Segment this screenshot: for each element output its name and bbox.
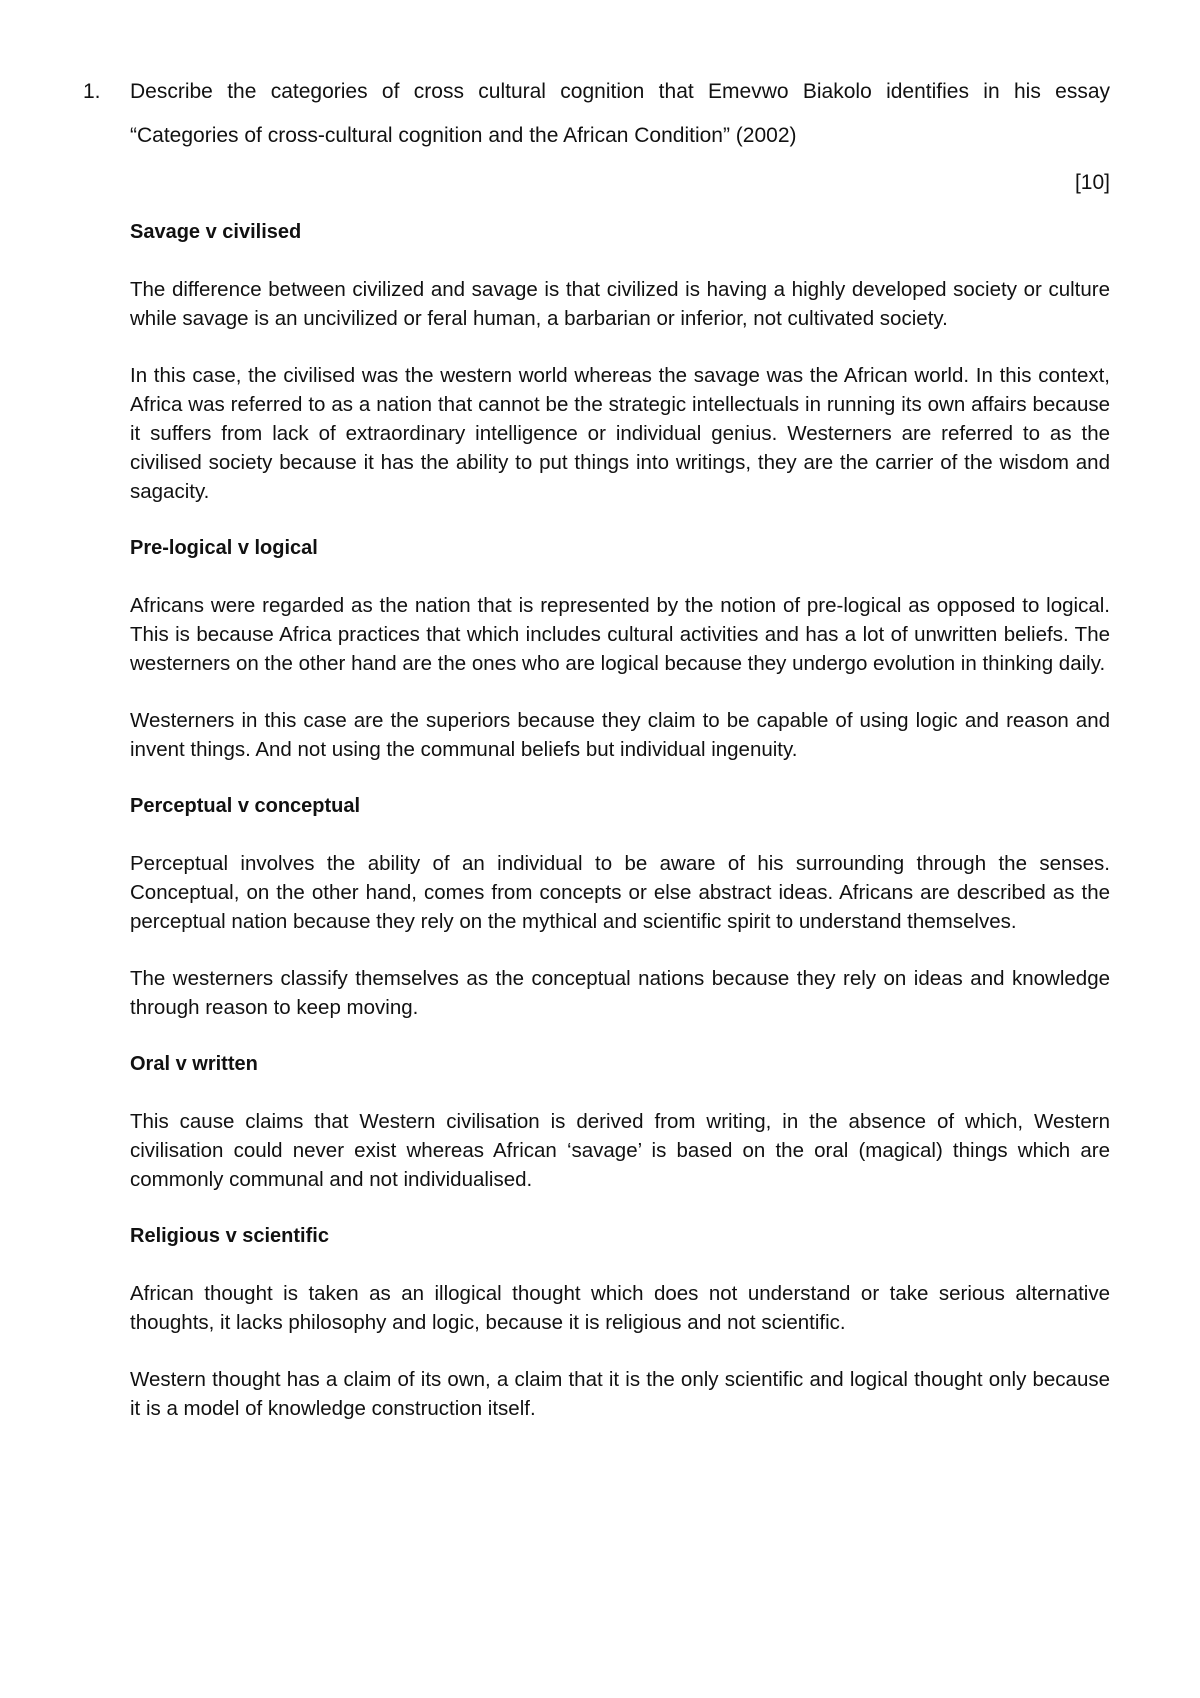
paragraph: African thought is taken as an illogical thought which does not understand or take serious alternative thoughts, it lacks philosophy and logic, because it is religious and not scientific. (130, 1282, 1110, 1334)
paragraph: The westerners classify themselves as the conceptual nations because they rely on ideas and knowledge through reason to keep moving. (130, 967, 1110, 1019)
document-body (83, 70, 1110, 1451)
paragraph: The difference between civilized and savage is that civilized is having a highly developed society or culture while savage is an uncivilized or feral human, a barbarian or inferior, not cultivated society. (130, 278, 1110, 330)
question-number: 1. (83, 80, 101, 103)
section-prelogical-logical (130, 534, 1110, 764)
section-heading: Savage v civilised (130, 221, 302, 243)
section-heading: Religious v scientific (130, 1225, 329, 1247)
question-text: Describe the categories of cross cultural cognition that Emevwo Biakolo identifies in his essay “Categories of cross-cultural cognition and the African Condition” (2002) (130, 80, 1110, 147)
paragraph: Africans were regarded as the nation that is represented by the notion of pre-logical as opposed to logical. This is because Africa practices that which includes cultural activities and has a lot of unwritten beliefs. The westerners on the other hand are the ones who are logical because they undergo evolution in thinking daily. (130, 594, 1110, 675)
section-perceptual-conceptual (130, 792, 1110, 1022)
section-religious-scientific (130, 1222, 1110, 1423)
section-heading: Perceptual v conceptual (130, 795, 361, 817)
section-heading: Oral v written (130, 1053, 258, 1075)
paragraph: This cause claims that Western civilisation is derived from writing, in the absence of which, Western civilisation could never exist whereas African ‘savage’ is based on the oral (magical) things which are commonly communal and not individualised. (130, 1110, 1110, 1191)
paragraph: Western thought has a claim of its own, a claim that it is the only scientific and logical thought only because it is a model of knowledge construction itself. (130, 1368, 1110, 1420)
section-savage-civilised (130, 218, 1110, 506)
section-oral-written (130, 1050, 1110, 1194)
paragraph: In this case, the civilised was the western world whereas the savage was the African world. In this context, Africa was referred to as a nation that cannot be the strategic intellectuals in running its own affairs because it suffers from lack of extraordinary intelligence or individual genius. Westerners are referred to as the civilised society because it has the ability to put things into writings, they are the carrier of the wisdom and sagacity. (130, 364, 1110, 503)
section-heading: Pre-logical v logical (130, 537, 318, 559)
question-block (83, 70, 1110, 158)
paragraph: Westerners in this case are the superiors because they claim to be capable of using logic and reason and invent things. And not using the communal beliefs but individual ingenuity. (130, 709, 1110, 761)
paragraph: Perceptual involves the ability of an individual to be aware of his surrounding through the senses. Conceptual, on the other hand, comes from concepts or else abstract ideas. Africans are described as the perceptual nation because they rely on the mythical and scientific spirit to understand themselves. (130, 852, 1110, 933)
question-marks: [10] (1074, 171, 1110, 194)
